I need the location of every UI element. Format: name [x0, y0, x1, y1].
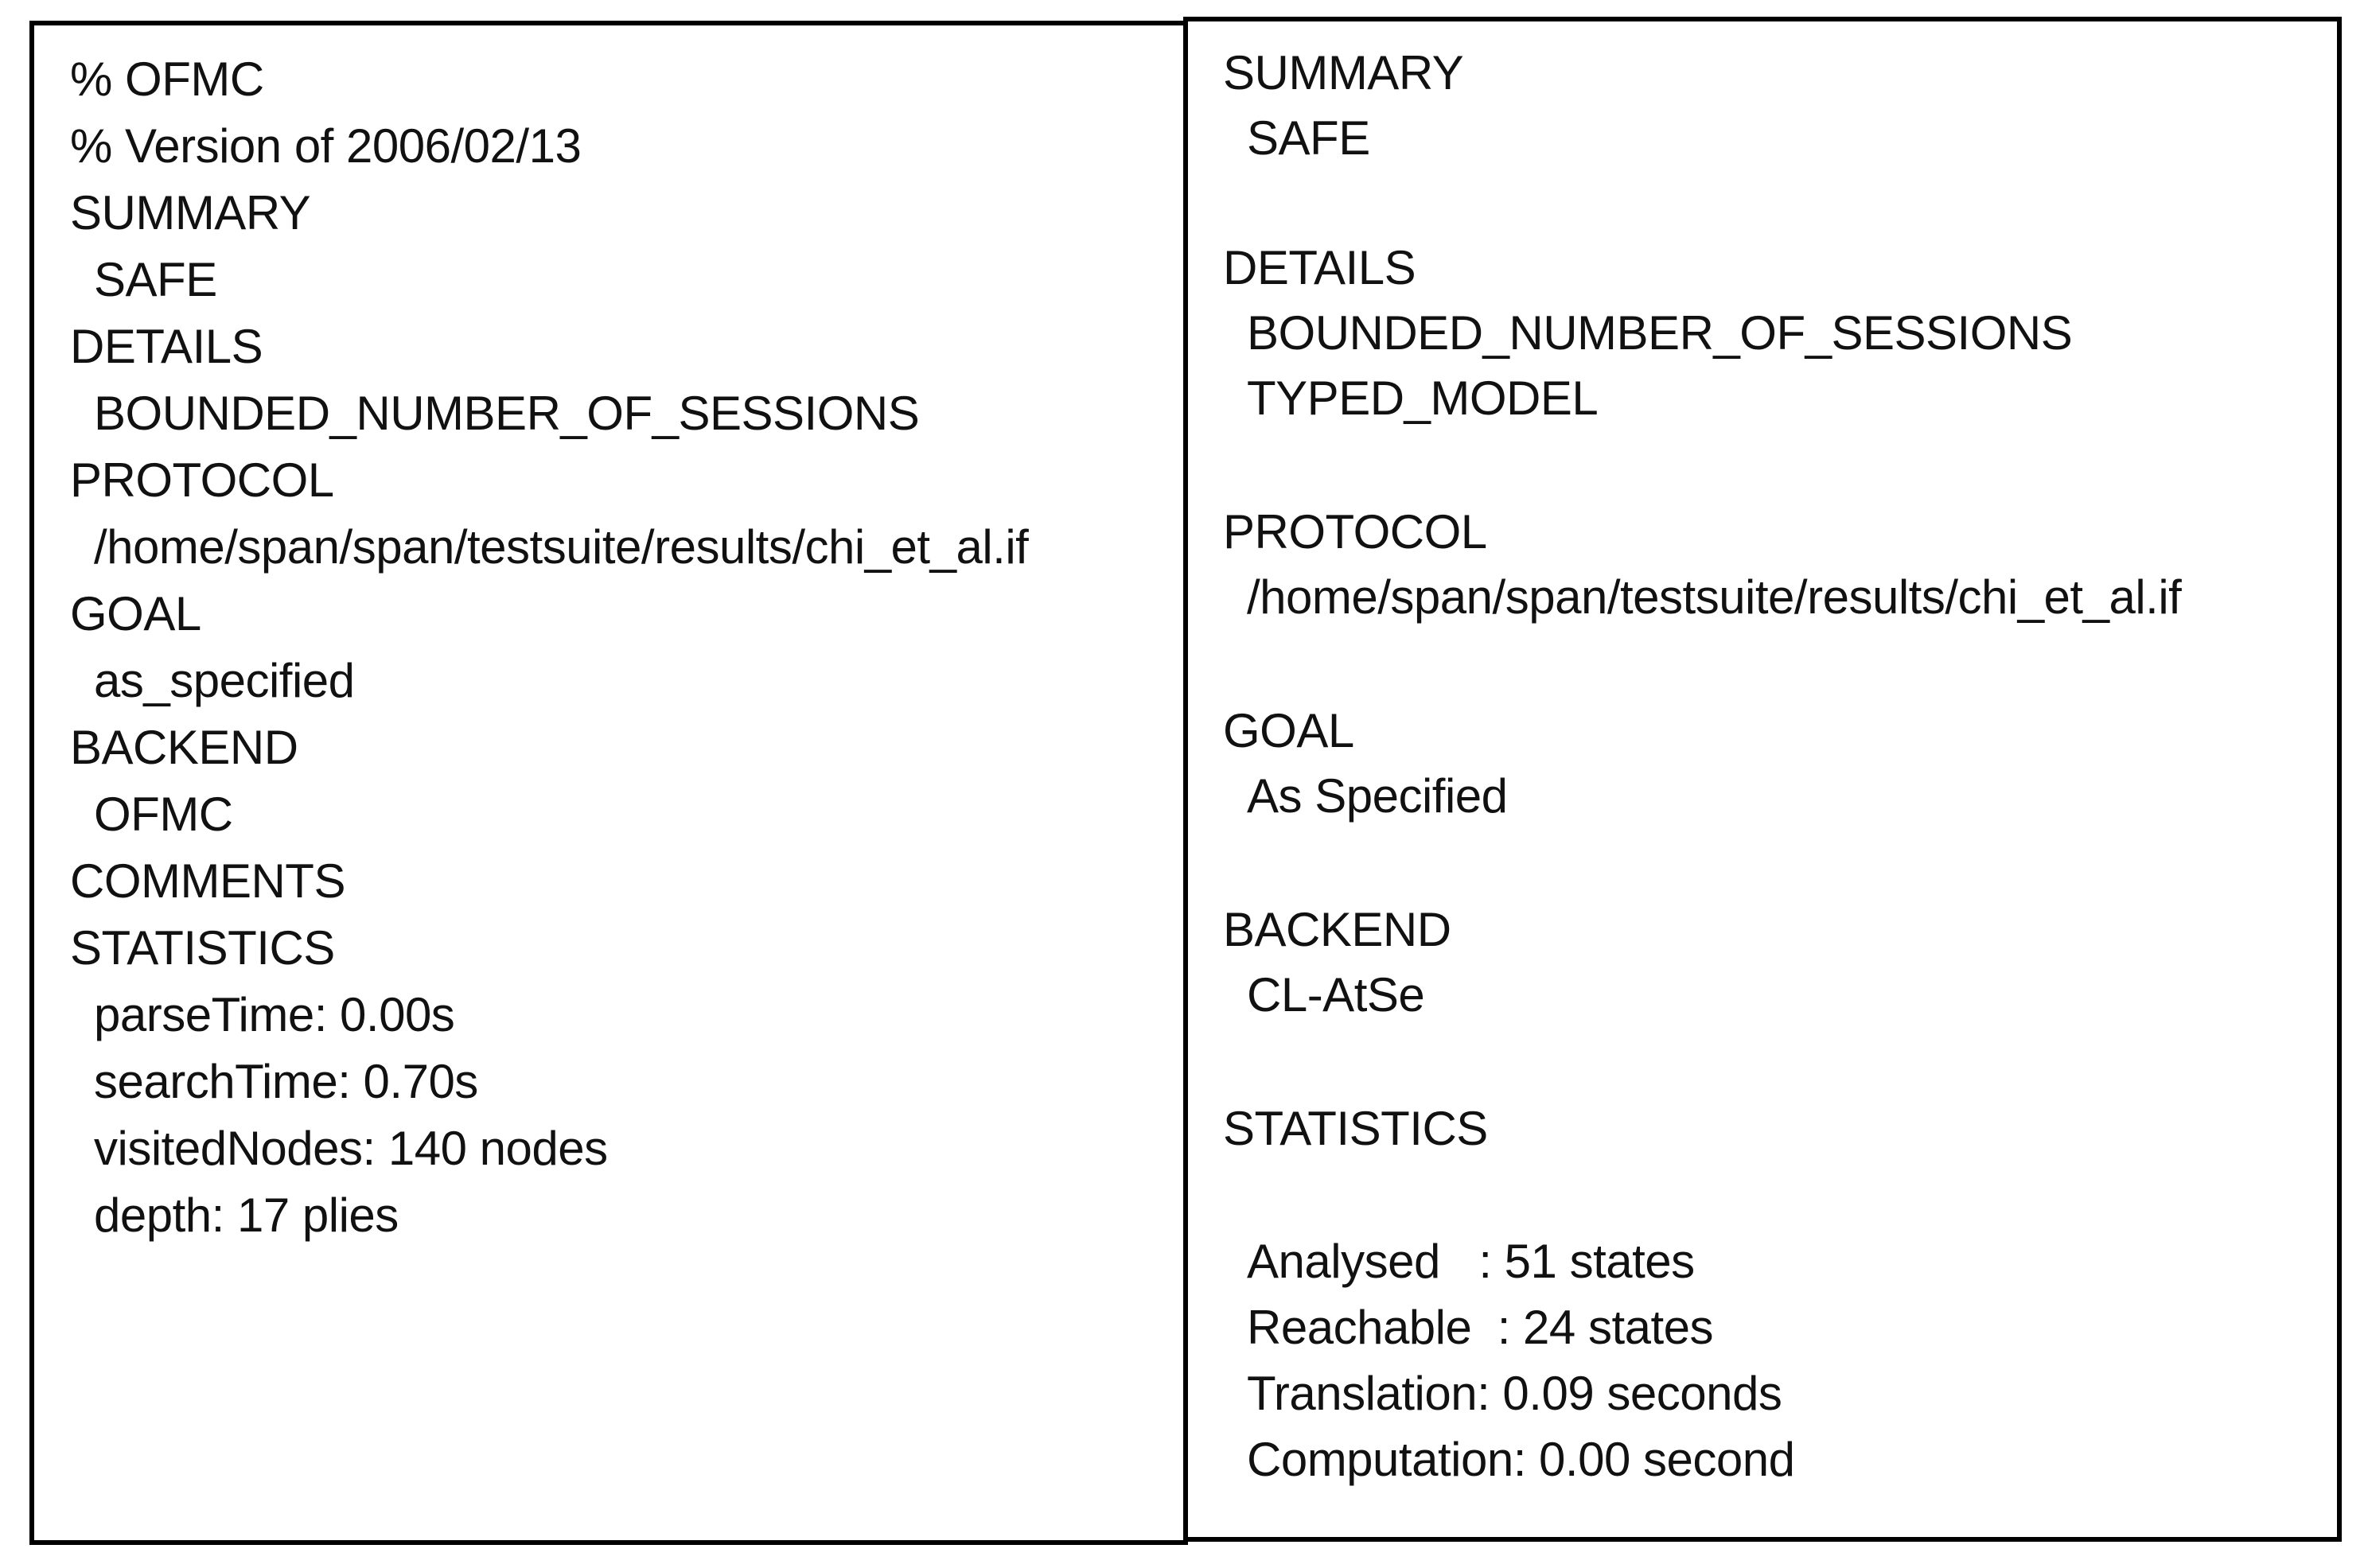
ofmc-output-panel	[29, 21, 1188, 1545]
stat-translation: Translation: 0.09 seconds	[1247, 1367, 1782, 1420]
backend-value: OFMC	[94, 788, 233, 841]
section-backend: BACKEND	[1223, 903, 1451, 956]
section-statistics: STATISTICS	[70, 921, 335, 975]
stat-depth: depth: 17 plies	[94, 1189, 399, 1242]
section-comments: COMMENTS	[70, 854, 345, 908]
stat-parse-time: parseTime: 0.00s	[94, 988, 455, 1041]
backend-value: CL-AtSe	[1247, 968, 1425, 1021]
stat-reachable: Reachable : 24 states	[1247, 1301, 1714, 1354]
details-value-sessions: BOUNDED_NUMBER_OF_SESSIONS	[1247, 306, 2073, 360]
section-protocol: PROTOCOL	[70, 453, 334, 507]
section-statistics: STATISTICS	[1223, 1102, 1488, 1155]
summary-value: SAFE	[94, 253, 217, 306]
section-protocol: PROTOCOL	[1223, 505, 1487, 558]
protocol-path: /home/span/span/testsuite/results/chi_et_al.if	[1247, 570, 2182, 624]
details-value-typed-model: TYPED_MODEL	[1247, 372, 1599, 425]
details-value: BOUNDED_NUMBER_OF_SESSIONS	[94, 387, 920, 440]
stat-computation: Computation: 0.00 second	[1247, 1433, 1795, 1486]
header-comment-ofmc: % OFMC	[70, 53, 264, 106]
section-goal: GOAL	[1223, 704, 1354, 757]
goal-value: As Specified	[1247, 769, 1508, 823]
goal-value: as_specified	[94, 654, 355, 707]
header-comment-version: % Version of 2006/02/13	[70, 119, 582, 173]
summary-value: SAFE	[1247, 111, 1370, 165]
section-details: DETAILS	[70, 320, 263, 373]
protocol-path: /home/span/span/testsuite/results/chi_et_al.if	[94, 520, 1029, 574]
stat-analysed: Analysed : 51 states	[1247, 1235, 1695, 1288]
section-details: DETAILS	[1223, 241, 1416, 294]
stat-visited-nodes: visitedNodes: 140 nodes	[94, 1122, 608, 1175]
section-summary: SUMMARY	[1223, 46, 1464, 99]
section-goal: GOAL	[70, 587, 201, 640]
stat-search-time: searchTime: 0.70s	[94, 1055, 478, 1108]
section-backend: BACKEND	[70, 721, 298, 774]
clatse-output-panel	[1183, 17, 2342, 1542]
section-summary: SUMMARY	[70, 186, 311, 239]
